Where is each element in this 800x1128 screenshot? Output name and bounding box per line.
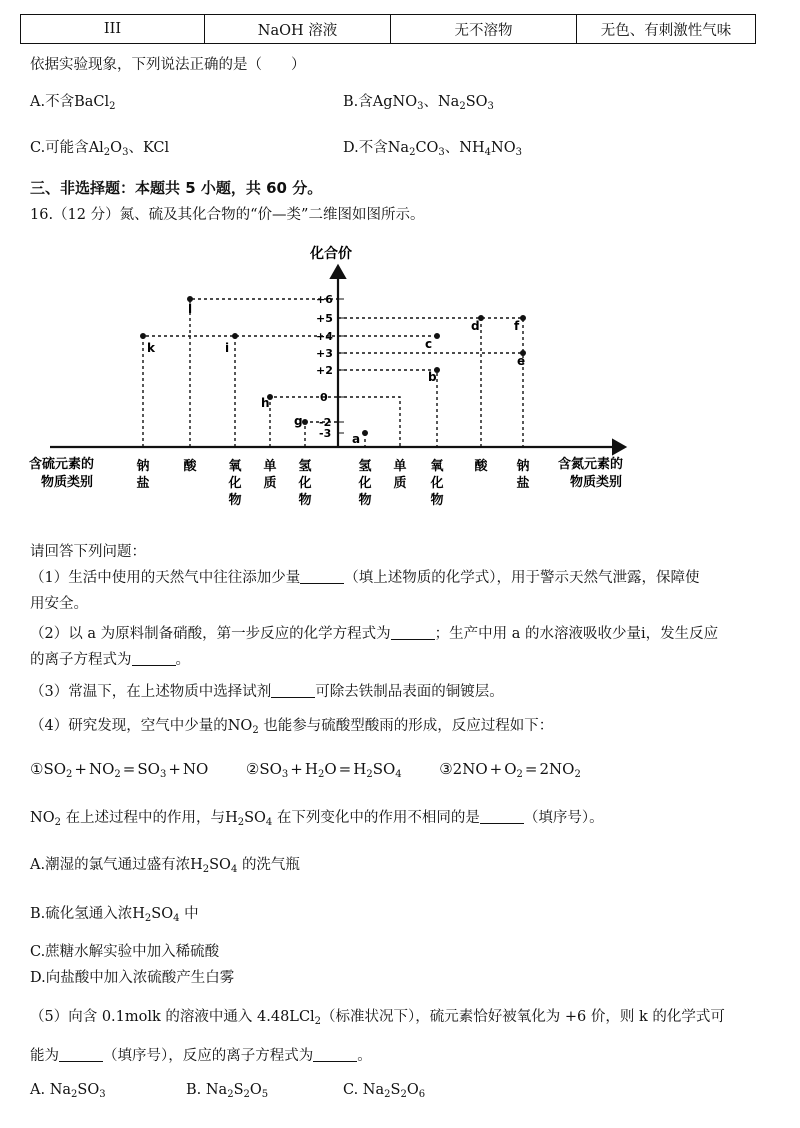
separator: 、 xyxy=(128,140,143,156)
point-a xyxy=(362,430,368,436)
point-k xyxy=(140,333,146,339)
point-label: c xyxy=(425,337,433,351)
q15-stem: 依据实验现象，下列说法正确的是（ ） xyxy=(30,57,306,73)
formula: BaCl xyxy=(74,94,110,110)
answer-blank[interactable] xyxy=(313,1047,357,1062)
point-g xyxy=(302,419,308,425)
category-label: 物 xyxy=(228,493,242,508)
option-prefix: B.含 xyxy=(343,94,373,110)
formula: Na xyxy=(387,140,410,156)
point-label: b xyxy=(428,370,437,384)
answer-blank[interactable] xyxy=(132,651,176,666)
q5-option-a[interactable]: A. $Na_2SO_3$ xyxy=(30,1082,106,1100)
y-tick-label: +6 xyxy=(316,293,333,306)
category-label: 氧 xyxy=(228,459,242,474)
text: （1）生活中使用的天然气中往往添加少量 xyxy=(30,570,301,586)
text: （3）常温下，在上述物质中选择试剂 xyxy=(30,684,272,700)
text: 在上述过程中的作用，与 xyxy=(65,810,226,826)
category-label: 氧 xyxy=(430,459,444,474)
q4-option-c[interactable]: C.蔗糖水解实验中加入稀硫酸 xyxy=(30,944,220,960)
q2-line2 xyxy=(30,648,190,669)
q5-line1: （5）向含 0.1molk 的溶液中通入 4.48LCl$_2$（标准状况下），硫元素恰好被氧化为 +6 价，则 k 的化学式可 xyxy=(30,1009,725,1027)
formula: AgNO xyxy=(372,94,418,110)
y-ticks xyxy=(316,293,344,440)
separator: 、 xyxy=(444,140,460,156)
eq-marker: ② xyxy=(245,760,260,778)
point-label: h xyxy=(261,396,270,410)
category-label: 化 xyxy=(228,476,242,491)
text: B.硫化氢通入浓 xyxy=(30,906,133,922)
y-tick-label: +2 xyxy=(316,364,333,377)
formula: SO xyxy=(465,94,488,110)
text: A.潮湿的氯气通过盛有浓 xyxy=(30,857,191,873)
point-label: g xyxy=(294,414,303,428)
text: （2）以 a 为原料制备硝酸，第一步反应的化学方程式为 xyxy=(30,626,391,642)
table-cell-reagent: NaOH 溶液 xyxy=(205,15,391,44)
text: 可除去铁制品表面的铜镀层。 xyxy=(315,684,504,700)
option-prefix: A.不含 xyxy=(30,94,75,110)
option-prefix: C. xyxy=(343,1082,359,1098)
formula: KCl xyxy=(142,140,170,156)
category-label: 氢 xyxy=(298,459,312,474)
point-label: k xyxy=(147,341,155,355)
q1-line1 xyxy=(30,566,699,587)
q5-option-c[interactable]: C. $Na_2S_2O_6$ xyxy=(343,1082,426,1100)
q4-line1: （4）研究发现，空气中少量的$NO_2$ 也能参与硫酸型酸雨的形成，反应过程如下： xyxy=(30,718,554,736)
category-label: 钠 xyxy=(516,459,530,474)
text: （填上述物质的化学式），用于警示天然气泄露，保障使 xyxy=(344,570,700,586)
q15-option-a[interactable]: A.不含BaCl$_2$ xyxy=(30,94,116,112)
text: 在下列变化中的作用不相同的是 xyxy=(276,810,480,826)
dashed-guides xyxy=(143,299,526,447)
y-tick-label: 0 xyxy=(320,391,328,404)
point-label: e xyxy=(517,354,526,368)
category-label: 化 xyxy=(298,476,312,491)
text: 的离子方程式为 xyxy=(30,652,132,668)
y-tick-label: +3 xyxy=(316,347,333,360)
point-label: a xyxy=(352,432,361,446)
answer-blank[interactable] xyxy=(271,683,315,698)
category-label: 钠 xyxy=(136,459,150,474)
text: （标准状况下），硫元素恰好被氧化为 +6 价，则 k 的化学式可 xyxy=(321,1009,725,1025)
answer-blank[interactable] xyxy=(480,809,524,824)
q15-option-b[interactable]: B.含AgNO$_3$、$Na_2SO_3$ xyxy=(343,94,494,112)
valence-class-diagram xyxy=(25,236,645,526)
text: 中 xyxy=(184,906,199,922)
category-label: 氢 xyxy=(358,459,372,474)
category-labels xyxy=(136,458,529,508)
text: 。 xyxy=(357,1048,372,1064)
table-row xyxy=(21,15,756,44)
q4-option-a[interactable]: A.潮湿的氯气通过盛有浓$H_2SO_4$ 的洗气瓶 xyxy=(30,857,300,875)
separator: 、 xyxy=(423,94,438,110)
questions-intro: 请回答下列问题： xyxy=(30,544,146,560)
q5-line2 xyxy=(30,1044,372,1065)
category-label: 酸 xyxy=(183,459,197,474)
data-points xyxy=(140,296,526,436)
q1-line2: 用安全。 xyxy=(30,596,88,612)
q4-option-b[interactable]: B.硫化氢通入浓$H_2SO_4$ 中 xyxy=(30,906,199,924)
text: ；生产中用 a 的水溶液吸收少量i，发生反应 xyxy=(434,626,719,642)
q4-option-d[interactable]: D.向盐酸中加入浓硫酸产生白雾 xyxy=(30,970,235,986)
q15-option-d[interactable]: D.不含$Na_2CO_3$、$NH_4NO_3$ xyxy=(343,140,522,158)
text: （5）向含 0.1molk 的溶液中通入 4.48L xyxy=(30,1009,299,1025)
text: 能为 xyxy=(30,1048,59,1064)
y-axis-title: 化合价 xyxy=(310,246,352,262)
category-label: 物 xyxy=(358,493,372,508)
point-f xyxy=(520,315,526,321)
option-prefix: A. xyxy=(30,1082,46,1098)
table-cell-number: III xyxy=(21,15,205,44)
category-label: 酸 xyxy=(474,459,488,474)
point-labels xyxy=(147,302,525,446)
point-label: i xyxy=(225,341,230,355)
y-tick-label: +5 xyxy=(316,312,333,325)
formula: O xyxy=(110,140,123,156)
category-label: 物 xyxy=(430,493,444,508)
answer-blank[interactable] xyxy=(300,569,344,584)
q2-line1 xyxy=(30,622,718,643)
text: 也能参与硫酸型酸雨的形成，反应过程如下： xyxy=(263,718,554,734)
option-prefix: B. xyxy=(186,1082,202,1098)
text: （填序号），反应的离子方程式为 xyxy=(103,1048,314,1064)
answer-blank[interactable] xyxy=(391,625,435,640)
option-prefix: D.不含 xyxy=(343,140,388,156)
point-label: l xyxy=(188,302,193,316)
q3-line xyxy=(30,680,504,701)
category-label: 盐 xyxy=(516,476,530,491)
option-prefix: C.可能含 xyxy=(30,140,89,156)
y-tick-label: -3 xyxy=(319,427,332,440)
right-axis-caption: 物质类别 xyxy=(570,475,623,490)
experiment-table xyxy=(20,14,756,44)
right-axis-caption: 含氮元素的 xyxy=(558,457,624,472)
text: 。 xyxy=(175,652,190,668)
category-label: 盐 xyxy=(136,476,150,491)
reaction-equations: $①SO_2 + NO_2 = SO_3$ + NO $②SO_3 + H_2O = H_2SO_4$ ③2NO + $O_2 = 2NO_2$ xyxy=(30,760,581,780)
left-axis-caption: 含硫元素的 xyxy=(29,457,95,472)
point-label: d xyxy=(471,319,480,333)
formula: NH xyxy=(459,140,485,156)
y-tick-label: -2 xyxy=(319,416,332,429)
formula: Na xyxy=(437,94,460,110)
q15-option-c[interactable]: C.可能含$Al_2O_3$、KCl xyxy=(30,140,170,158)
y-tick-label: +4 xyxy=(316,330,333,343)
answer-blank[interactable] xyxy=(59,1047,103,1062)
category-label: 质 xyxy=(393,476,407,491)
eq-marker: ① xyxy=(30,760,44,778)
q16-intro: 16.（12 分）氮、硫及其化合物的“价—类”二维图如图所示。 xyxy=(30,207,425,223)
q4-line2: $NO_2$ 在上述过程中的作用，与$H_2SO_4$ 在下列变化中的作用不相同的是 （填序号）。 xyxy=(30,810,604,828)
formula: NO xyxy=(491,140,516,156)
point-i xyxy=(232,333,238,339)
text: （4）研究发现，空气中少量的 xyxy=(30,718,228,734)
category-label: 物 xyxy=(298,493,312,508)
point-label: f xyxy=(514,319,520,333)
eq-marker: ③ xyxy=(439,760,453,778)
category-label: 化 xyxy=(430,476,444,491)
category-label: 化 xyxy=(358,476,372,491)
text: 的洗气瓶 xyxy=(241,857,300,873)
formula: CO xyxy=(415,140,439,156)
table-cell-gas: 无色、有刺激性气味 xyxy=(577,15,756,44)
section-heading: 三、非选择题：本题共 5 小题，共 60 分。 xyxy=(30,179,323,197)
text: （填序号）。 xyxy=(523,810,604,826)
category-label: 单 xyxy=(393,459,407,474)
point-c xyxy=(434,333,440,339)
category-label: 质 xyxy=(263,476,277,491)
formula: Al xyxy=(88,140,104,156)
table-cell-solid: 无不溶物 xyxy=(391,15,577,44)
q5-option-b[interactable]: B. $Na_2S_2O_5$ xyxy=(186,1082,269,1100)
left-axis-caption: 物质类别 xyxy=(41,475,94,490)
category-label: 单 xyxy=(263,459,277,474)
